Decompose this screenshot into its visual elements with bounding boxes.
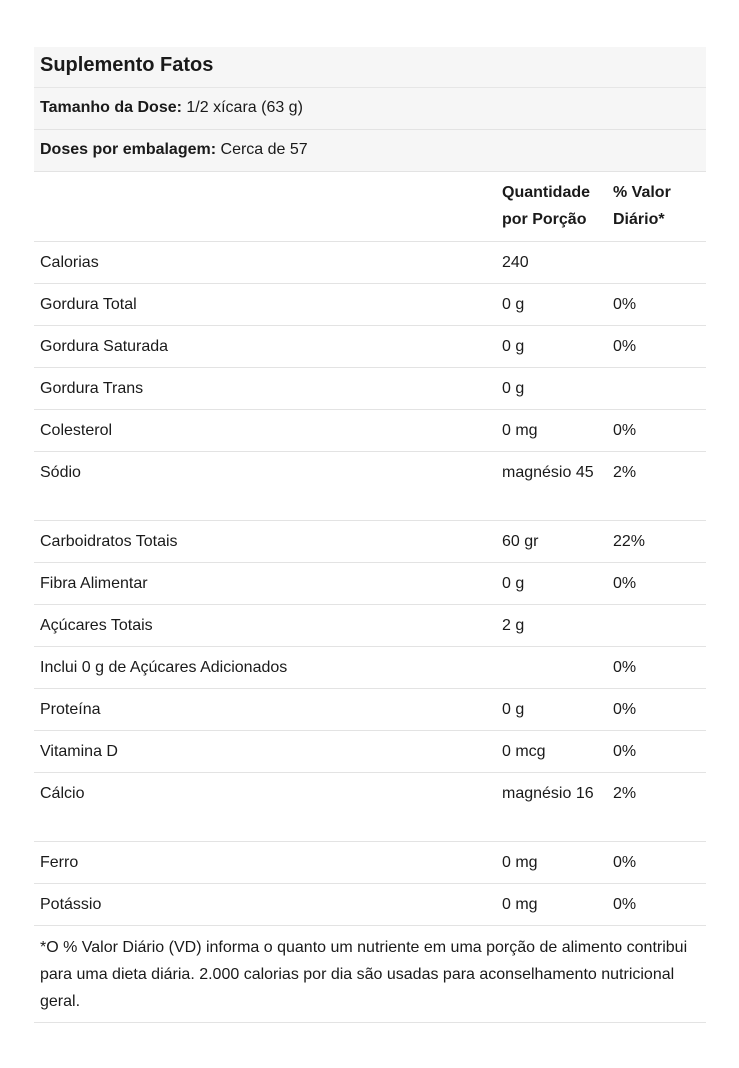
servings-per-container-value: Cerca de 57 — [220, 141, 308, 158]
serving-size-label: Tamanho da Dose: — [40, 99, 182, 116]
nutrient-daily-value: 0% — [613, 743, 637, 760]
nutrient-daily-value — [607, 375, 706, 409]
nutrient-name: Proteína — [40, 701, 101, 718]
nutrient-name: Inclui 0 g de Açúcares Adicionados — [40, 659, 288, 676]
nutrient-name: Ferro — [40, 854, 79, 871]
table-row — [34, 563, 706, 605]
nutrient-amount: magnésio 16 — [502, 785, 594, 802]
nutrient-name: Cálcio — [40, 785, 85, 802]
nutrient-amount — [496, 654, 607, 688]
nutrient-amount: 0 g — [502, 701, 525, 718]
nutrient-amount: 0 g — [502, 338, 525, 355]
nutrient-daily-value: 0% — [613, 659, 637, 676]
table-row — [34, 326, 706, 368]
nutrient-name: Açúcares Totais — [40, 617, 153, 634]
serving-size-value: 1/2 xícara (63 g) — [186, 99, 303, 116]
nutrient-daily-value: 0% — [613, 422, 637, 439]
nutrient-name: Gordura Total — [40, 296, 137, 313]
panel-title: Suplemento Fatos — [34, 47, 706, 88]
nutrient-daily-value: 0% — [613, 575, 637, 592]
nutrient-daily-value: 0% — [613, 296, 637, 313]
footnote: *O % Valor Diário (VD) informa o quanto um nutriente em uma porção de alimento contribui para uma dieta diária. 2.000 calorias por dia são usadas para aconselhamento nutricional geral. — [34, 926, 706, 1023]
nutrient-daily-value — [607, 612, 706, 646]
nutrient-name: Sódio — [40, 464, 81, 481]
servings-per-container-row — [34, 130, 706, 172]
serving-size-row — [34, 88, 706, 130]
table-row — [34, 731, 706, 773]
nutrient-name: Gordura Trans — [40, 380, 144, 397]
nutrient-amount: magnésio 45 — [502, 464, 594, 481]
table-row — [34, 605, 706, 647]
nutrient-amount: 0 mg — [502, 422, 538, 439]
table-row — [34, 242, 706, 284]
nutrient-amount: 2 g — [502, 617, 525, 634]
table-row — [34, 452, 706, 521]
nutrient-name: Carboidratos Totais — [40, 533, 178, 550]
nutrient-amount: 0 g — [502, 380, 525, 397]
nutrient-amount: 0 g — [502, 575, 525, 592]
nutrient-amount: 0 mcg — [502, 743, 546, 760]
nutrient-daily-value: 0% — [613, 701, 637, 718]
nutrient-name: Potássio — [40, 896, 102, 913]
table-row — [34, 521, 706, 563]
nutrient-name: Vitamina D — [40, 743, 118, 760]
nutrient-column-header — [34, 179, 496, 241]
nutrient-daily-value: 22% — [613, 533, 646, 550]
table-row — [34, 689, 706, 731]
nutrient-name: Colesterol — [40, 422, 113, 439]
table-row — [34, 410, 706, 452]
nutrient-name: Fibra Alimentar — [40, 575, 148, 592]
supplement-facts-panel — [34, 47, 706, 1023]
nutrient-daily-value: 2% — [613, 785, 637, 802]
table-row — [34, 284, 706, 326]
nutrient-daily-value: 0% — [613, 854, 637, 871]
nutrient-rows — [34, 242, 706, 926]
table-row — [34, 884, 706, 926]
table-row — [34, 773, 706, 842]
nutrient-amount: 0 mg — [502, 854, 538, 871]
daily-value-column-header: % Valor Diário* — [613, 184, 671, 228]
nutrient-amount: 240 — [502, 254, 529, 271]
nutrient-daily-value: 0% — [613, 338, 637, 355]
nutrient-name: Gordura Saturada — [40, 338, 169, 355]
nutrient-name: Calorias — [40, 254, 99, 271]
table-header — [34, 172, 706, 242]
nutrient-daily-value: 2% — [613, 464, 637, 481]
servings-per-container-label: Doses por embalagem: — [40, 141, 217, 158]
nutrient-amount: 0 g — [502, 296, 525, 313]
table-row — [34, 647, 706, 689]
nutrient-daily-value — [607, 249, 706, 283]
table-row — [34, 368, 706, 410]
table-row — [34, 842, 706, 884]
nutrient-daily-value: 0% — [613, 896, 637, 913]
nutrient-amount: 0 mg — [502, 896, 538, 913]
nutrient-amount: 60 gr — [502, 533, 539, 550]
amount-column-header: Quantidade por Porção — [502, 184, 591, 228]
